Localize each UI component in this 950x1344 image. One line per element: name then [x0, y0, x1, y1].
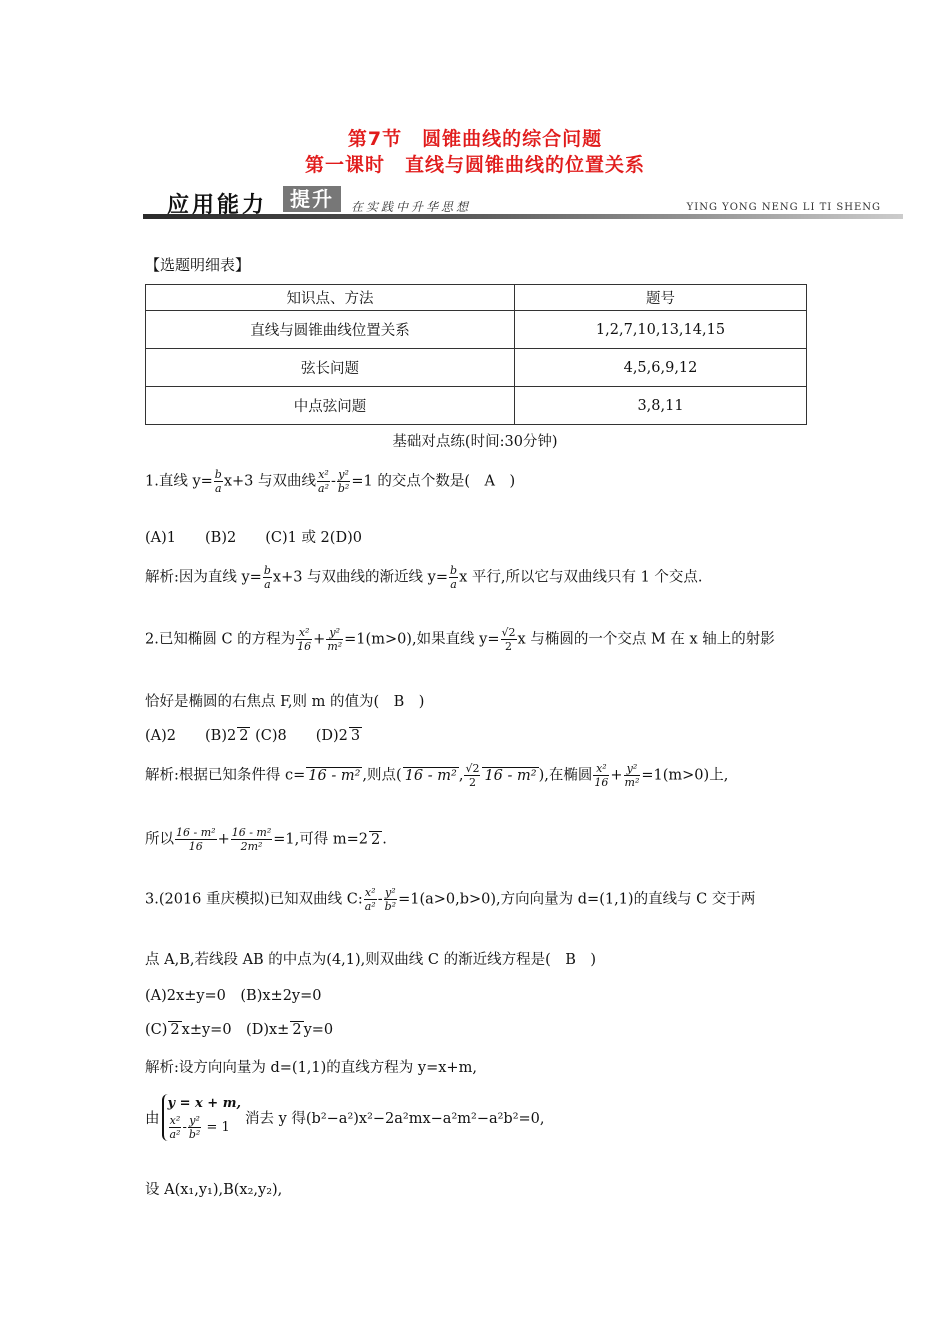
- table-row: [146, 387, 807, 425]
- banner-english: YING YONG NENG LI TI SHENG: [686, 202, 881, 213]
- text: 2.已知椭圆 C 的方程为: [145, 631, 296, 648]
- table-cell: 弦长问题: [146, 349, 515, 387]
- text: ,则点(: [362, 767, 402, 784]
- table-row: [146, 311, 807, 349]
- sqrt: 16 - m²: [308, 767, 361, 784]
- text: 解析:因为直线 y=: [145, 569, 262, 586]
- banner-subtitle: 在实践中升华思想: [351, 200, 472, 214]
- fraction: $\frac{\text{x²}}{16}$: [594, 762, 609, 790]
- q1-options: (A)1 (B)2 (C)1 或 2(D)0: [145, 530, 362, 546]
- text: -: [377, 891, 383, 908]
- sqrt: 16 - m²: [484, 767, 537, 784]
- text: y=0: [303, 1022, 334, 1038]
- q2-solution-line2: [145, 826, 387, 853]
- q2-solution: 解析:根据已知条件得 c= 16 - m² ,则点( 16 - m² , $\frac{√2}{2}$ 16 - m² ),在椭圆 $\frac{\text{x²}}{16}$ + $\frac{\text{y²}}{\text{m²}}$ =1(m>0)上,: [145, 762, 729, 790]
- q3-solution-system: [145, 1094, 545, 1141]
- q3-options-1: (A)2x±y=0 (B)x±2y=0: [145, 988, 322, 1004]
- fraction: $\frac{\text{x²}}{16}$: [297, 626, 312, 654]
- table-cell: 4,5,6,9,12: [515, 349, 807, 387]
- table-header: 题号: [515, 285, 807, 311]
- text: =1,可得 m=2: [273, 831, 368, 848]
- text: +: [610, 767, 623, 784]
- fraction: $\frac{b}{a}$: [450, 564, 458, 592]
- text: x 平行,所以它与双曲线只有 1 个交点.: [459, 569, 703, 586]
- banner-main-text: 应用能力: [167, 193, 268, 218]
- text: (C): [145, 1022, 168, 1038]
- q1-stem: [145, 468, 515, 495]
- text: ),在椭圆: [538, 767, 593, 784]
- table-cell: 3,8,11: [515, 387, 807, 425]
- sqrt: 2: [292, 1022, 302, 1038]
- text: 所以: [145, 831, 174, 848]
- fraction: $\frac{√2}{2}$: [465, 762, 480, 790]
- text: =1(a>0,b>0),方向向量为 d=(1,1)的直线与 C 交于两: [398, 891, 756, 908]
- text: +: [313, 631, 326, 648]
- fraction: $\frac{\text{16 - m²}}{16}$: [176, 826, 216, 854]
- q2-stem: [145, 626, 775, 653]
- fraction: $\frac{b}{a}$: [214, 468, 222, 496]
- sqrt: 3: [350, 728, 361, 744]
- table-header: 知识点、方法: [146, 285, 515, 311]
- q3-stem: [145, 886, 755, 913]
- chapter-title: 第7节 圆锥曲线的综合问题: [347, 128, 603, 150]
- text: =1 的交点个数是( A ): [351, 473, 516, 490]
- fraction: $\frac{\text{y²}}{\text{m²}}$: [624, 762, 640, 790]
- text: 1.直线 y=: [145, 473, 213, 490]
- fraction: $\frac{\text{y²}}{\text{m²}}$: [327, 626, 343, 654]
- topic-table: [145, 284, 807, 425]
- text: -: [330, 473, 336, 490]
- text: x+3 与双曲线: [223, 473, 317, 490]
- equation-line: $\frac{\text{x²}}{\text{a²}}$ - $\frac{\text{y²}}{\text{b²}}$ = 1: [169, 1113, 230, 1141]
- banner-box-text: 提升: [283, 186, 341, 212]
- practice-caption: 基础对点练(时间:30分钟): [392, 434, 558, 450]
- text: 消去 y 得(b²−a²)x²−2a²mx−a²m²−a²b²=0,: [244, 1110, 545, 1127]
- text: .: [382, 831, 387, 848]
- text: x+3 与双曲线的渐近线 y=: [272, 569, 449, 586]
- section-banner: [143, 186, 903, 220]
- sqrt: 2: [239, 728, 249, 744]
- fraction: $\frac{\text{x²}}{\text{a²}}$: [318, 468, 329, 496]
- text: x±y=0 (D)x±: [181, 1022, 290, 1038]
- fraction: $\frac{\text{y²}}{\text{b²}}$: [337, 468, 350, 496]
- text: =1(m>0),如果直线 y=: [344, 631, 500, 648]
- q2-options: [145, 724, 362, 745]
- fraction: $\frac{\text{x²}}{\text{a²}}$: [364, 886, 376, 914]
- text: (C)8 (D)2: [255, 728, 348, 744]
- equation-system: [162, 1094, 241, 1141]
- table-header-row: [146, 285, 807, 311]
- q2-stem-line2: 恰好是椭圆的右焦点 F,则 m 的值为( B ): [145, 694, 425, 710]
- text: 3.(2016 重庆模拟)已知双曲线 C:: [145, 891, 363, 908]
- sqrt: 2: [371, 831, 381, 848]
- q3-options-2: [145, 1018, 333, 1039]
- table-cell: 1,2,7,10,13,14,15: [515, 311, 807, 349]
- sqrt: 2: [170, 1022, 180, 1038]
- q3-solution-last: 设 A(x₁,y₁),B(x₂,y₂),: [145, 1182, 283, 1198]
- fraction: $\frac{√2}{2}$: [501, 626, 516, 654]
- text: x 与椭圆的一个交点 M 在 x 轴上的射影: [517, 631, 775, 648]
- q3-solution-1: 解析:设方向向量为 d=(1,1)的直线方程为 y=x+m,: [145, 1060, 477, 1076]
- equation-line: y = x + m,: [167, 1096, 241, 1111]
- text: +: [217, 831, 230, 848]
- text: =1(m>0)上,: [641, 767, 729, 784]
- fraction: $\frac{\text{y²}}{\text{b²}}$: [384, 886, 397, 914]
- table-row: [146, 349, 807, 387]
- q1-solution: [145, 564, 703, 591]
- table-cell: 直线与圆锥曲线位置关系: [146, 311, 515, 349]
- section-heading: 【选题明细表】: [145, 256, 251, 274]
- fraction: $\frac{\text{16 - m²}}{\text{2m²}}$: [231, 826, 272, 854]
- text: 由: [145, 1110, 160, 1127]
- lesson-title: 第一课时 直线与圆锥曲线的位置关系: [304, 154, 645, 176]
- fraction: $\frac{b}{a}$: [263, 564, 271, 592]
- text: 解析:根据已知条件得 c=: [145, 767, 306, 784]
- sqrt: 16 - m²: [404, 767, 457, 784]
- text: (A)2 (B)2: [145, 728, 237, 744]
- table-cell: 中点弦问题: [146, 387, 515, 425]
- q3-stem-line2: 点 A,B,若线段 AB 的中点为(4,1),则双曲线 C 的渐近线方程是( B ): [145, 952, 597, 968]
